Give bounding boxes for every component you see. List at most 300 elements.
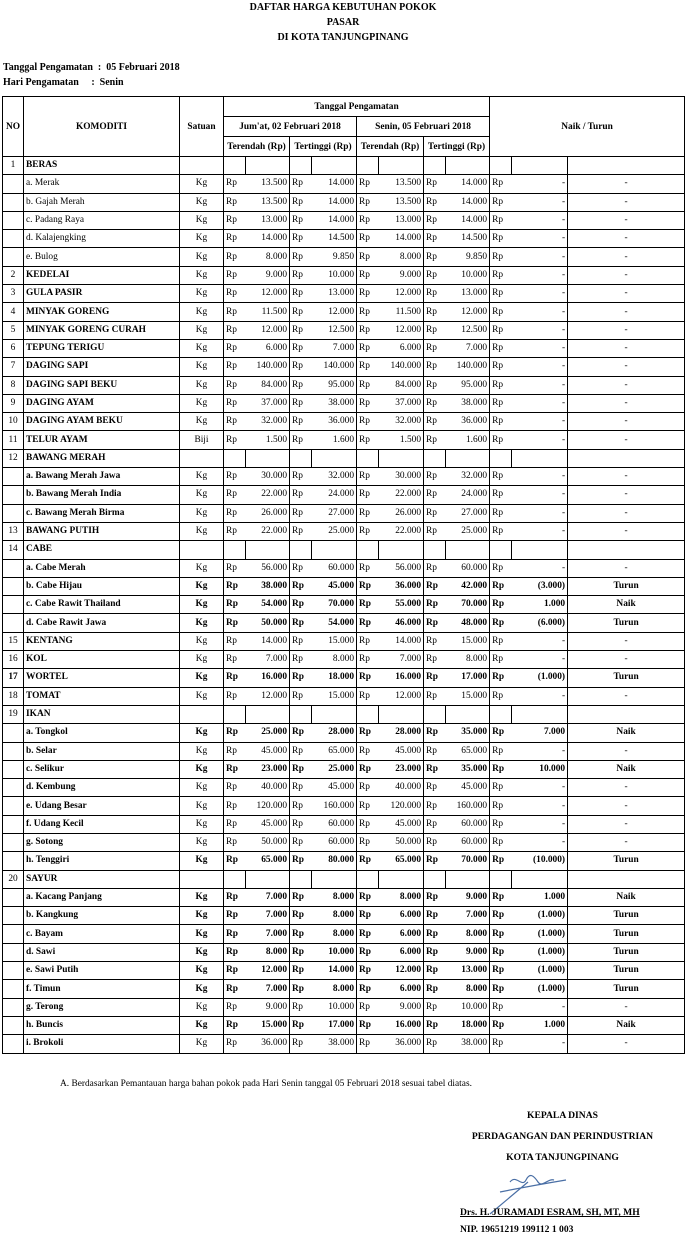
row-no [3, 797, 24, 815]
currency-label: Rp [224, 248, 246, 266]
price-value: 14.500 [312, 230, 357, 248]
unit: Kg [180, 632, 224, 650]
row-no: 5 [3, 321, 24, 339]
currency-label: Rp [490, 596, 512, 614]
currency-label: Rp [490, 651, 512, 669]
header-tertinggi-2: Tertinggi (Rp) [424, 137, 490, 157]
row-no [3, 980, 24, 998]
price-value: 14.000 [312, 211, 357, 229]
currency-label: Rp [424, 614, 446, 632]
currency-label: Rp [290, 687, 312, 705]
currency-label: Rp [357, 230, 379, 248]
currency-label: Rp [290, 962, 312, 980]
change-status: - [568, 376, 685, 394]
commodity-name: TEPUNG TERIGU [24, 339, 180, 357]
empty-cell [246, 449, 290, 467]
empty-cell [379, 705, 424, 723]
table-row [3, 815, 685, 833]
price-value: 1.600 [312, 431, 357, 449]
currency-label: Rp [357, 614, 379, 632]
table-row [3, 504, 685, 522]
currency-label: Rp [357, 779, 379, 797]
change-status: - [568, 193, 685, 211]
currency-label: Rp [490, 1035, 512, 1053]
currency-label: Rp [490, 559, 512, 577]
price-value: 12.000 [446, 303, 490, 321]
price-value: 10.000 [446, 998, 490, 1016]
price-value: 12.500 [312, 321, 357, 339]
currency-label: Rp [290, 376, 312, 394]
currency-label: Rp [490, 339, 512, 357]
group-row [3, 449, 685, 467]
commodity-name: IKAN [24, 705, 180, 723]
currency-label: Rp [224, 852, 246, 870]
currency-label: Rp [290, 193, 312, 211]
price-value: 60.000 [312, 815, 357, 833]
change-status: Turun [568, 852, 685, 870]
price-value: 8.000 [246, 943, 290, 961]
change-status: Naik [568, 1016, 685, 1034]
table-row [3, 651, 685, 669]
currency-label: Rp [357, 651, 379, 669]
empty-cell [312, 449, 357, 467]
price-change: (1.000) [512, 925, 568, 943]
price-value: 14.000 [446, 175, 490, 193]
price-value: 12.000 [246, 962, 290, 980]
empty-cell [357, 541, 379, 559]
currency-label: Rp [224, 358, 246, 376]
table-row [3, 522, 685, 540]
price-value: 7.000 [446, 907, 490, 925]
price-value: 84.000 [379, 376, 424, 394]
price-value: 15.000 [446, 687, 490, 705]
currency-label: Rp [490, 943, 512, 961]
currency-label: Rp [290, 651, 312, 669]
price-value: 50.000 [246, 833, 290, 851]
currency-label: Rp [357, 266, 379, 284]
price-value: 14.000 [379, 632, 424, 650]
price-value: 27.000 [446, 504, 490, 522]
observation-date: Tanggal Pengamatan : 05 Februari 2018 [3, 62, 180, 73]
empty-cell [490, 541, 512, 559]
currency-label: Rp [290, 559, 312, 577]
price-value: 15.000 [312, 687, 357, 705]
empty-cell [312, 870, 357, 888]
price-value: 55.000 [379, 596, 424, 614]
price-value: 25.000 [246, 724, 290, 742]
price-value: 9.000 [379, 266, 424, 284]
currency-label: Rp [224, 230, 246, 248]
empty-cell [446, 705, 490, 723]
price-value: 15.000 [246, 1016, 290, 1034]
unit: Kg [180, 907, 224, 925]
row-no [3, 486, 24, 504]
currency-label: Rp [490, 779, 512, 797]
currency-label: Rp [290, 211, 312, 229]
change-status: Turun [568, 614, 685, 632]
price-change: - [512, 303, 568, 321]
row-no [3, 888, 24, 906]
price-change: - [512, 998, 568, 1016]
change-status: Turun [568, 925, 685, 943]
price-value: 8.000 [312, 907, 357, 925]
price-value: 38.000 [446, 1035, 490, 1053]
currency-label: Rp [490, 724, 512, 742]
unit: Kg [180, 833, 224, 851]
price-value: 25.000 [446, 522, 490, 540]
table-row [3, 724, 685, 742]
currency-label: Rp [290, 998, 312, 1016]
price-value: 7.000 [246, 651, 290, 669]
currency-label: Rp [357, 559, 379, 577]
currency-label: Rp [224, 321, 246, 339]
table-row [3, 303, 685, 321]
price-value: 38.000 [446, 394, 490, 412]
price-value: 70.000 [446, 596, 490, 614]
price-change: - [512, 486, 568, 504]
price-value: 32.000 [246, 413, 290, 431]
currency-label: Rp [424, 907, 446, 925]
row-no: 6 [3, 339, 24, 357]
row-no: 13 [3, 522, 24, 540]
price-value: 23.000 [246, 760, 290, 778]
unit: Kg [180, 815, 224, 833]
change-status: Turun [568, 577, 685, 595]
currency-label: Rp [424, 651, 446, 669]
price-value: 84.000 [246, 376, 290, 394]
price-value: 13.500 [246, 193, 290, 211]
empty-cell [357, 705, 379, 723]
currency-label: Rp [290, 742, 312, 760]
row-no: 2 [3, 266, 24, 284]
empty-cell [224, 157, 246, 175]
currency-label: Rp [290, 1035, 312, 1053]
unit: Biji [180, 431, 224, 449]
price-change: (1.000) [512, 907, 568, 925]
price-value: 28.000 [379, 724, 424, 742]
price-value: 12.000 [379, 962, 424, 980]
change-status: Naik [568, 724, 685, 742]
price-value: 11.500 [379, 303, 424, 321]
currency-label: Rp [224, 339, 246, 357]
unit: Kg [180, 980, 224, 998]
currency-label: Rp [290, 230, 312, 248]
empty-cell [224, 870, 246, 888]
price-value: 54.000 [312, 614, 357, 632]
empty-cell [512, 705, 568, 723]
table-row [3, 614, 685, 632]
price-value: 8.000 [246, 248, 290, 266]
currency-label: Rp [357, 943, 379, 961]
change-status: - [568, 632, 685, 650]
price-value: 6.000 [379, 925, 424, 943]
row-no: 14 [3, 541, 24, 559]
price-value: 140.000 [312, 358, 357, 376]
price-value: 35.000 [446, 724, 490, 742]
price-value: 38.000 [312, 394, 357, 412]
currency-label: Rp [290, 669, 312, 687]
commodity-name: e. Bulog [24, 248, 180, 266]
group-row [3, 157, 685, 175]
table-row [3, 211, 685, 229]
unit: Kg [180, 614, 224, 632]
price-value: 13.500 [246, 175, 290, 193]
currency-label: Rp [424, 943, 446, 961]
empty-cell [446, 449, 490, 467]
price-value: 15.000 [312, 632, 357, 650]
table-row [3, 687, 685, 705]
currency-label: Rp [357, 852, 379, 870]
empty-cell [424, 157, 446, 175]
price-value: 14.000 [446, 193, 490, 211]
currency-label: Rp [290, 632, 312, 650]
price-change: - [512, 468, 568, 486]
unit: Kg [180, 925, 224, 943]
price-change: - [512, 358, 568, 376]
price-value: 36.000 [446, 413, 490, 431]
header-naik-turun: Naik / Turun [490, 97, 685, 157]
doc-title-line2: PASAR [326, 17, 360, 28]
price-value: 6.000 [379, 980, 424, 998]
currency-label: Rp [290, 431, 312, 449]
price-value: 45.000 [312, 577, 357, 595]
currency-label: Rp [224, 522, 246, 540]
empty-cell [512, 870, 568, 888]
change-status: - [568, 321, 685, 339]
change-status: - [568, 1035, 685, 1053]
currency-label: Rp [224, 559, 246, 577]
currency-label: Rp [357, 376, 379, 394]
row-no [3, 998, 24, 1016]
price-table-body [3, 157, 685, 1054]
currency-label: Rp [357, 431, 379, 449]
price-value: 22.000 [379, 486, 424, 504]
currency-label: Rp [424, 376, 446, 394]
price-value: 12.000 [379, 687, 424, 705]
currency-label: Rp [224, 596, 246, 614]
currency-label: Rp [290, 596, 312, 614]
table-row [3, 1035, 685, 1053]
price-change: - [512, 687, 568, 705]
unit: Kg [180, 779, 224, 797]
price-value: 60.000 [446, 559, 490, 577]
change-status: - [568, 797, 685, 815]
change-status: - [568, 742, 685, 760]
commodity-name: c. Padang Raya [24, 211, 180, 229]
empty-cell [246, 705, 290, 723]
unit: Kg [180, 724, 224, 742]
price-value: 14.500 [446, 230, 490, 248]
row-no [3, 962, 24, 980]
price-change: - [512, 504, 568, 522]
currency-label: Rp [224, 724, 246, 742]
empty-cell [290, 157, 312, 175]
currency-label: Rp [490, 321, 512, 339]
price-value: 23.000 [379, 760, 424, 778]
price-value: 14.000 [446, 211, 490, 229]
change-status: - [568, 266, 685, 284]
currency-label: Rp [490, 962, 512, 980]
row-no [3, 724, 24, 742]
unit: Kg [180, 943, 224, 961]
price-change: 7.000 [512, 724, 568, 742]
currency-label: Rp [290, 504, 312, 522]
empty-cell [568, 449, 685, 467]
currency-label: Rp [490, 980, 512, 998]
empty-cell [290, 870, 312, 888]
header-date-1: Jum'at, 02 Februari 2018 [224, 117, 357, 137]
empty-cell [424, 705, 446, 723]
currency-label: Rp [490, 577, 512, 595]
footnote: A. Berdasarkan Pemantauan harga bahan pokok pada Hari Senin tanggal 05 Februari 2018 sesuai tabel diatas. [60, 1079, 472, 1089]
currency-label: Rp [224, 577, 246, 595]
currency-label: Rp [357, 596, 379, 614]
price-value: 160.000 [312, 797, 357, 815]
price-change: - [512, 413, 568, 431]
price-value: 15.000 [446, 632, 490, 650]
unit: Kg [180, 486, 224, 504]
table-row [3, 358, 685, 376]
price-value: 13.000 [246, 211, 290, 229]
row-no [3, 175, 24, 193]
currency-label: Rp [357, 211, 379, 229]
price-value: 60.000 [446, 815, 490, 833]
signature-name: Drs. H. JURAMADI ESRAM, SH, MT, MH [460, 1207, 640, 1218]
price-change: 1.000 [512, 888, 568, 906]
price-change: (6.000) [512, 614, 568, 632]
currency-label: Rp [424, 321, 446, 339]
price-value: 12.000 [379, 285, 424, 303]
row-no [3, 742, 24, 760]
empty-cell [490, 449, 512, 467]
empty-cell [512, 449, 568, 467]
price-value: 9.850 [446, 248, 490, 266]
price-table [2, 96, 685, 1054]
price-value: 12.000 [246, 687, 290, 705]
price-change: - [512, 339, 568, 357]
currency-label: Rp [490, 522, 512, 540]
price-value: 8.000 [312, 980, 357, 998]
change-status: - [568, 358, 685, 376]
group-row [3, 705, 685, 723]
empty-cell [379, 541, 424, 559]
row-no [3, 614, 24, 632]
currency-label: Rp [490, 486, 512, 504]
row-no: 11 [3, 431, 24, 449]
price-value: 140.000 [446, 358, 490, 376]
commodity-name: g. Sotong [24, 833, 180, 851]
price-value: 9.000 [246, 998, 290, 1016]
unit: Kg [180, 596, 224, 614]
change-status: - [568, 230, 685, 248]
price-value: 70.000 [446, 852, 490, 870]
currency-label: Rp [290, 266, 312, 284]
commodity-name: b. Bawang Merah India [24, 486, 180, 504]
currency-label: Rp [490, 925, 512, 943]
currency-label: Rp [424, 339, 446, 357]
currency-label: Rp [224, 468, 246, 486]
doc-title-line1: DAFTAR HARGA KEBUTUHAN POKOK [249, 2, 437, 13]
price-value: 13.000 [446, 962, 490, 980]
price-change: (1.000) [512, 962, 568, 980]
change-status: - [568, 486, 685, 504]
currency-label: Rp [490, 669, 512, 687]
commodity-name: DAGING SAPI [24, 358, 180, 376]
price-value: 36.000 [379, 577, 424, 595]
currency-label: Rp [224, 687, 246, 705]
change-status: - [568, 339, 685, 357]
price-value: 38.000 [246, 577, 290, 595]
price-value: 14.000 [379, 230, 424, 248]
price-value: 13.500 [379, 193, 424, 211]
table-row [3, 962, 685, 980]
commodity-name: b. Gajah Merah [24, 193, 180, 211]
price-value: 13.000 [446, 285, 490, 303]
price-change: - [512, 779, 568, 797]
currency-label: Rp [290, 833, 312, 851]
currency-label: Rp [224, 651, 246, 669]
price-value: 45.000 [312, 779, 357, 797]
currency-label: Rp [357, 321, 379, 339]
currency-label: Rp [290, 285, 312, 303]
price-change: - [512, 376, 568, 394]
empty-cell [180, 449, 224, 467]
price-value: 22.000 [379, 522, 424, 540]
unit: Kg [180, 1035, 224, 1053]
table-row [3, 943, 685, 961]
price-value: 50.000 [379, 833, 424, 851]
currency-label: Rp [357, 687, 379, 705]
change-status: - [568, 504, 685, 522]
price-value: 48.000 [446, 614, 490, 632]
group-row [3, 541, 685, 559]
price-value: 7.000 [312, 339, 357, 357]
currency-label: Rp [224, 907, 246, 925]
price-value: 60.000 [446, 833, 490, 851]
price-value: 16.000 [246, 669, 290, 687]
price-value: 6.000 [379, 907, 424, 925]
table-row [3, 431, 685, 449]
currency-label: Rp [424, 559, 446, 577]
change-status: - [568, 998, 685, 1016]
price-value: 7.000 [379, 651, 424, 669]
empty-cell [246, 157, 290, 175]
currency-label: Rp [224, 266, 246, 284]
currency-label: Rp [490, 230, 512, 248]
price-value: 11.500 [246, 303, 290, 321]
price-change: 1.000 [512, 1016, 568, 1034]
commodity-name: DAGING AYAM [24, 394, 180, 412]
table-row [3, 339, 685, 357]
commodity-name: GULA PASIR [24, 285, 180, 303]
table-row [3, 559, 685, 577]
commodity-name: BAWANG MERAH [24, 449, 180, 467]
row-no: 16 [3, 651, 24, 669]
price-value: 95.000 [446, 376, 490, 394]
table-row [3, 285, 685, 303]
currency-label: Rp [424, 962, 446, 980]
signature-title-2: PERDAGANGAN DAN PERINDUSTRIAN [471, 1131, 654, 1142]
price-value: 10.000 [446, 266, 490, 284]
commodity-name: MINYAK GORENG CURAH [24, 321, 180, 339]
currency-label: Rp [424, 230, 446, 248]
commodity-name: h. Tenggiri [24, 852, 180, 870]
currency-label: Rp [357, 358, 379, 376]
empty-cell [246, 870, 290, 888]
price-value: 9.000 [246, 266, 290, 284]
currency-label: Rp [224, 1035, 246, 1053]
row-no: 10 [3, 413, 24, 431]
